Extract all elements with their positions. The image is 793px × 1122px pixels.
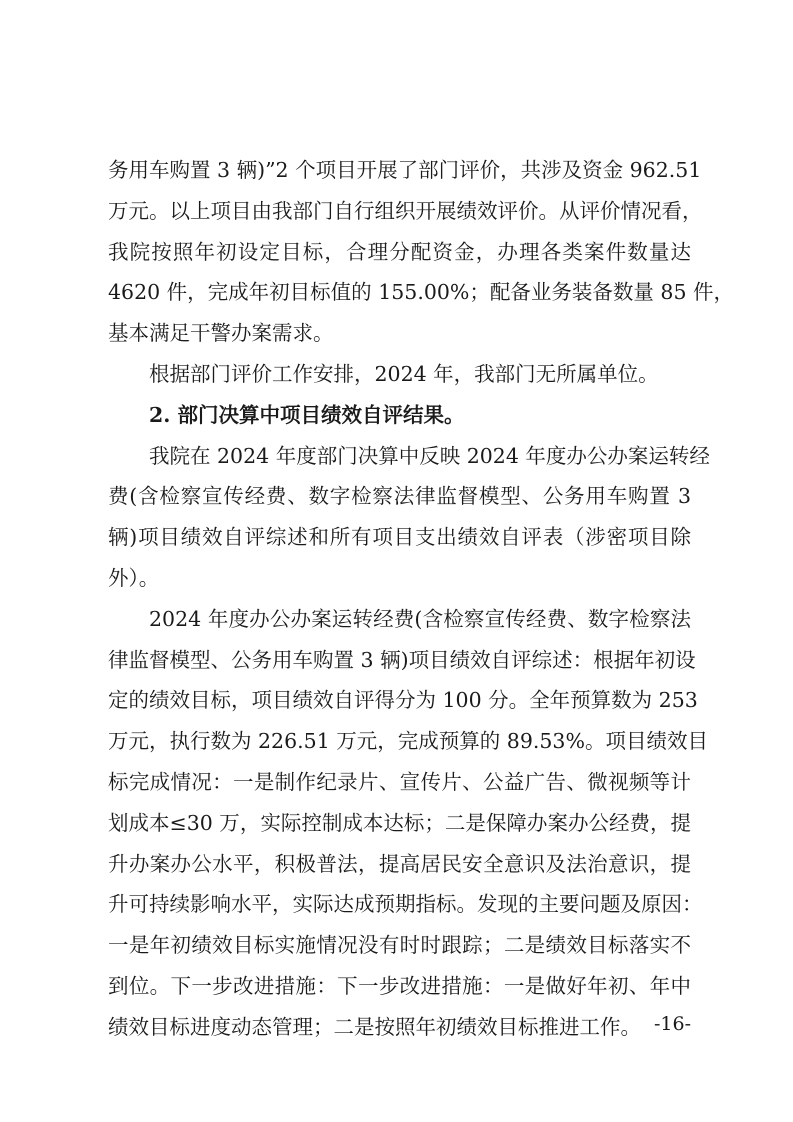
text-line: 标完成情况：一是制作纪录片、宣传片、公益广告、微视频等计	[108, 770, 691, 794]
text-line: 外）。	[108, 566, 160, 590]
page-number: -16-	[653, 1013, 691, 1035]
text-line: 律监督模型、公务用车购置 3 辆)项目绩效自评综述：根据年初设	[108, 647, 696, 672]
text-line: 定的绩效目标，项目绩效自评得分为 100 分。全年预算数为 253	[108, 688, 698, 713]
text-line: 到位。下一步改进措施：下一步改进措施：一是做好年初、年中	[108, 974, 691, 998]
text-line: 4620 件，完成年初目标值的 155.00%；配备业务装备数量 85 件，	[108, 280, 735, 305]
text-line: 一是年初绩效目标实施情况没有时时跟踪；二是绩效目标落实不	[108, 933, 691, 958]
text-line: 我院在 2024 年度部门决算中反映 2024 年度办公办案运转经	[149, 443, 710, 468]
text-line: 2024 年度办公办案运转经费(含检察宣传经费、数字检察法	[149, 606, 691, 631]
text-line: 万元，执行数为 226.51 万元，完成预算的 89.53%。项目绩效目	[108, 729, 708, 754]
section-heading: 2. 部门决算中项目绩效自评结果。	[149, 402, 465, 427]
text-line: 绩效目标进度动态管理；二是按照年初绩效目标推进工作。	[108, 1014, 641, 1039]
text-line: 辆)项目绩效自评综述和所有项目支出绩效自评表（涉密项目除	[108, 525, 691, 550]
text-line: 升可持续影响水平，实际达成预期指标。发现的主要问题及原因：	[108, 892, 703, 917]
text-line: 万元。以上项目由我部门自行组织开展绩效评价。从评价情况看，	[108, 198, 703, 223]
text-line: 升办案办公水平，积极普法，提高居民安全意识及法治意识，提	[108, 851, 691, 876]
text-line: 费(含检察宣传经费、数字检察法律监督模型、公务用车购置 3	[108, 484, 691, 509]
text-line: 划成本≤30 万，实际控制成本达标；二是保障办案办公经费，提	[108, 810, 691, 835]
text-line: 我院按照年初设定目标，合理分配资金，办理各类案件数量达	[108, 239, 691, 264]
text-line: 基本满足干警办案需求。	[108, 321, 334, 346]
text-line: 务用车购置 3 辆)”2 个项目开展了部门评价，共涉及资金 962.51	[108, 158, 702, 182]
text-line: 根据部门评价工作安排，2024 年，我部门无所属单位。	[149, 362, 659, 386]
